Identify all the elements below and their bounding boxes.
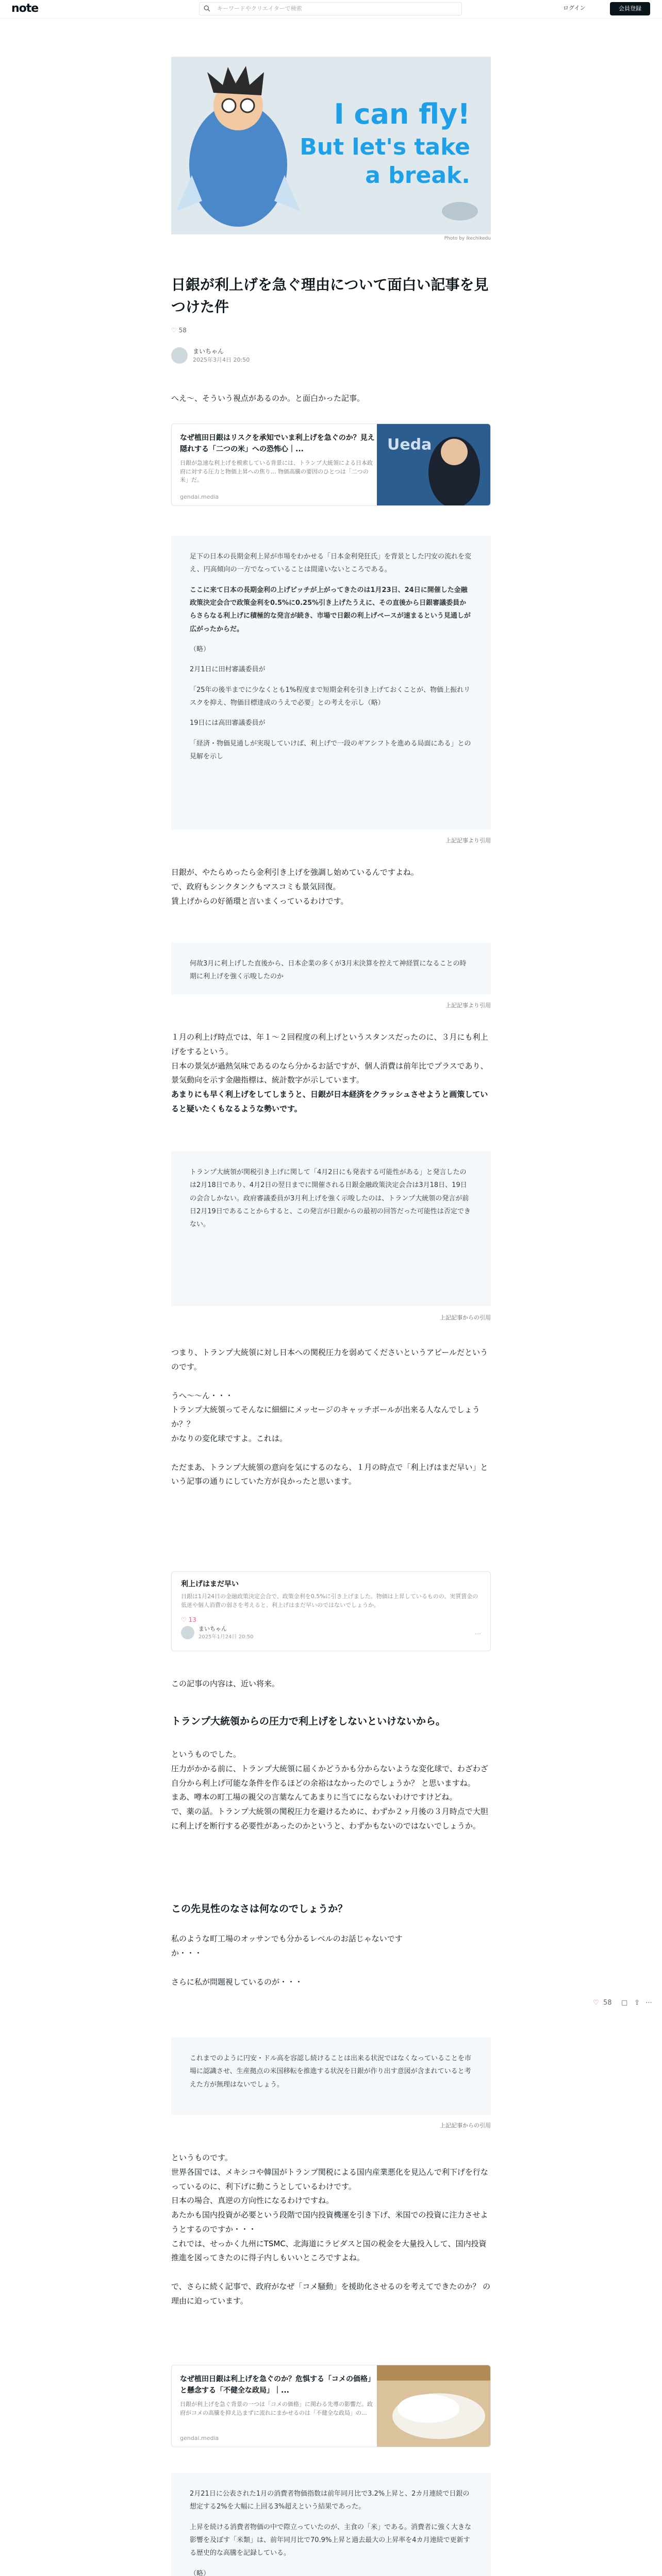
- embed-likes[interactable]: ♡ 13: [181, 1616, 196, 1623]
- quote-text: トランプ大統領が関税引き上げに関して「4月2日にも発表する可能性がある」と発言したのは2月18日であり、4月2日の翌日までに開催される日銀金融政策決定会合は3月18日、19日の会合しかない。政府審議委員が3月利上げを強く示唆したのは、トランプ大統領の発言が前日2月19日であることからすると、この発言が日銀からの最初の回答だった可能性は否定できない。: [190, 1168, 471, 1229]
- hero-line3: a break.: [365, 162, 470, 189]
- like-heart-icon[interactable]: ♡: [593, 1999, 599, 2007]
- share-icon[interactable]: ⇪: [634, 1999, 640, 2007]
- citation: 上記記事より引用: [445, 1002, 491, 1009]
- embedded-note-card[interactable]: [171, 1571, 491, 1651]
- card-title: なぜ植田日銀は利上げを急ぐのか？危惧する「コメの価格」と懸念する「不健全な政局」｜...: [180, 2375, 375, 2395]
- blockquote-5: [171, 2473, 491, 2576]
- embed-author: まいちゃん: [198, 1625, 227, 1632]
- blockquote-3: [171, 1151, 491, 1306]
- link-card-2[interactable]: [171, 2365, 491, 2447]
- post-date: 2025年3月4日 20:50: [193, 357, 250, 363]
- author-block[interactable]: [171, 346, 377, 367]
- search-placeholder: キーワードやクリエイターで検索: [217, 5, 302, 12]
- embed-description: 日銀は1月24日の金融政策決定会合で、政策金利を0.5%に引き上げました。物価は上昇しているものの、実質賃金の低迷や個人消費の弱さを考えると、利上げはまだ早いのではないでしょうか。: [181, 1593, 478, 1608]
- search-icon: [204, 5, 210, 12]
- citation: 上記記事からの引用: [440, 1314, 491, 1321]
- quote-text: 「25年の後半までに少なくとも1%程度まで短期金利を引き上げておくことが、物価上振れリスクを抑え、物価目標達成のうえで必要」との考えを示し（略）: [190, 686, 471, 707]
- section-heading: トランプ大統領からの圧力で利上げをしないといけないから。: [171, 1716, 446, 1727]
- hero-line2: But let's take: [300, 134, 470, 160]
- embed-more-icon[interactable]: ⋯: [475, 1630, 481, 1637]
- card-thumbnail: [377, 2365, 490, 2447]
- login-link[interactable]: ログイン: [563, 5, 586, 11]
- card-url: gendai.media: [180, 494, 219, 500]
- blockquote-1: [171, 536, 491, 829]
- author-avatar[interactable]: [171, 347, 188, 364]
- article-title: 日銀が利上げを急ぐ理由について面白い記事を見つけた件: [171, 276, 489, 316]
- more-icon[interactable]: ⋯: [646, 1999, 652, 2007]
- citation: 上記記事より引用: [445, 837, 491, 844]
- quote-text: 何故3月に利上げした直後から、日本企業の多くが3月末決算を控えて神経質になることの時期に利上げを強く示唆したのか: [190, 960, 467, 981]
- card-description: 日銀が利上げを急ぐ背景の一つは「コメの価格」に関わる先導の影響だ。政府がコメの高騰を抑え込まずに流れにまかせるのは「不健全な政局」の...: [180, 2401, 373, 2416]
- embed-title: 利上げはまだ早い: [181, 1580, 239, 1588]
- card-title: なぜ植田日銀はリスクを承知でいま利上げを急ぐのか？見え隠れする「二つの米」への恐怖心｜...: [180, 434, 375, 454]
- heart-icon: ♡: [171, 327, 177, 334]
- quote-text: 足下の日本の長期金利上昇が市場をわかせる「日本金利発狂氏」を背景とした円安の流れを変え、円高傾向の一方でなっていることは間違いないところである。: [190, 553, 472, 574]
- heart-icon: ♡: [181, 1616, 189, 1623]
- body-paragraph: この記事の内容は、近い将来。: [171, 1679, 280, 1688]
- card-description: 日銀が急速な利上げを模索している背景には、トランプ大統領による日本政府に対する圧力と物価上昇への焦り... 物価高騰の要因のひとつは「二つの米」だ。: [180, 460, 373, 483]
- quote-text: （略）: [190, 646, 210, 654]
- quote-text: 上昇を続ける消費者物価の中で際立っていたのが、主食の「米」である。消費者に強く大きな影響を及ぼす「米類」は、前年同月比で70.9%上昇と過去最大の上昇率を4カ月連続で更新する歴史的な高騰を記録している。: [190, 2523, 472, 2557]
- section-heading: この先見性のなさは何なのでしょうか？: [171, 1903, 348, 1914]
- like-count: 58: [178, 327, 187, 334]
- body-paragraph: 私のような町工場のオッサンでも分かるレベルのお話じゃないです か・・・ さらに私が問題視しているのが・・・: [171, 1934, 403, 1987]
- quote-text: 19日には高田審議委員が: [190, 719, 266, 727]
- link-card-1[interactable]: [171, 423, 491, 506]
- quote-text: 2月21日に公表された1月の消費者物価指数は前年同月比で3.2%上昇と、2カ月連続で日銀の想定する2%を大幅に上回る3%超えという結果であった。: [190, 2490, 470, 2511]
- citation: 上記記事からの引用: [440, 2122, 491, 2129]
- search-input[interactable]: [199, 2, 462, 15]
- comment-icon[interactable]: □: [621, 1999, 628, 2007]
- thumbnail-text: Ueda: [387, 435, 432, 454]
- intro-text: へえ〜、そういう視点があるのか。と面白かった記事。: [171, 394, 365, 403]
- body-paragraph: というものでした。 圧力がかかる前に、トランプ大統領に届くかどうかも分からないような変化球で、わざわざ自分から利上げ可能な条件を作るほどの余裕はなかったのでしょうか？ と思いますね。 まあ、噂本の町工場の親父の言葉なんてあまりに当てにならないわけですけどね。 で、薬の話。トランプ大統領の関税圧力を避けるために、わずか２ヶ月後の３月時点で大胆に利上げを断行する必要性があったのかというと、わずかもないのではないでしょうか。: [171, 1750, 488, 1831]
- photo-credit[interactable]: Photo by ikechikedu: [444, 236, 491, 241]
- body-paragraph: １月の利上げ時点では、年１〜２回程度の利上げというスタンスだったのに、３月にも利上げをするという。 日本の景気が過熱気味であるのなら分かるお話ですが、個人消費は前年比でプラスであり、景気動向を示す金融指標は、統計数字が示しています。 あまりにも早く利上げをしてしまうと、日銀が日本経済をクラッシュさせようと画策していると疑いたくもなるような勢いです。: [171, 1032, 488, 1113]
- floating-actions: [593, 1997, 655, 2011]
- quote-text: これまでのように円安・ドル高を容認し続けることは出来る状況ではなくなっていることを市場に認識させ、生産拠点の米国移転を推進する状況を日銀が作り出す意図が含まれていると考えた方が無理はないでしょう。: [190, 2055, 472, 2089]
- quote-text: 「経済・物価見通しが実現していけば、利上げで一段のギアシフトを進める局面にある」との見解を示し: [190, 739, 471, 761]
- note-logo[interactable]: note: [11, 2, 39, 15]
- hero-image: [171, 57, 491, 234]
- quote-text: 2月1日に田村審議委員が: [190, 666, 266, 674]
- card-thumbnail: [377, 424, 490, 505]
- embed-author-avatar: [181, 1626, 194, 1639]
- blockquote-2: [171, 943, 491, 994]
- quote-text: ここに来て日本の長期金利の上げピッチが上がってきたのは1月23日、24日に開催した金融政策決定会合で政策金利を0.5%に0.25%引き上げたうえに、その直後から日銀審議委員からさらなる利上げに積極的な発言が続き、市場で日銀の利上げペースが速まるという見通しが広がったからだ。: [190, 586, 471, 633]
- author-name[interactable]: まいちゃん: [193, 348, 224, 355]
- hero-line1: I can fly!: [334, 98, 470, 130]
- quote-text: （略）: [190, 2569, 210, 2576]
- hero-illustration: [171, 57, 491, 234]
- like-counter[interactable]: [171, 326, 187, 335]
- body-paragraph: 日銀が、やたらめったら金利引き上げを強調し始めているんですよね。 で、政府もシンクタンクもマスコミも景気回復。 賃上げからの好循環と言いまくっているわけです。: [171, 868, 419, 906]
- body-paragraph: つまり、トランプ大統領に対し日本への関税圧力を弱めてくださいというアピールだというのです。 うへ〜〜ん・・・ トランプ大統領ってそんなに細細にメッセージのキャッチボールが出来る人なんでしょうか？？ かなりの変化球ですよ。これは。 ただまあ、トランプ大統領の意向を気にするのなら、１月の時点で「利上げはまだ早い」という記事の通りにしていた方が良かったと思います。: [171, 1348, 488, 1486]
- embed-date: 2025年1月24日 20:50: [198, 1634, 254, 1640]
- card-url: gendai.media: [180, 2435, 219, 2442]
- like-count: 58: [603, 1999, 612, 2007]
- body-paragraph: というものです。 世界各国では、メキシコや韓国がトランプ関税による国内産業悪化を見込んで利下げを行なっているのに、利下げに動こうとしているわけです。 日本の場合、真逆の方向性になるわけですね。 あたかも国内投資が必要という段階で国内投資機運を引き下げ、米国での投資に注力させようとするのですか・・・ これでは、せっかく九州にTSMC、北海道にラピダスと国の税金を大量投入して、国内投資推進を図ってきたのに得子内しもいいところですよね。 で、さらに続く記事で、政府がなぜ「コメ騒動」を援助化させるのを考えてできたのか？ の理由に迫っています。: [171, 2153, 491, 2306]
- signup-button[interactable]: 会員登録: [610, 2, 650, 15]
- top-header: [0, 0, 662, 19]
- blockquote-4: [171, 2038, 491, 2115]
